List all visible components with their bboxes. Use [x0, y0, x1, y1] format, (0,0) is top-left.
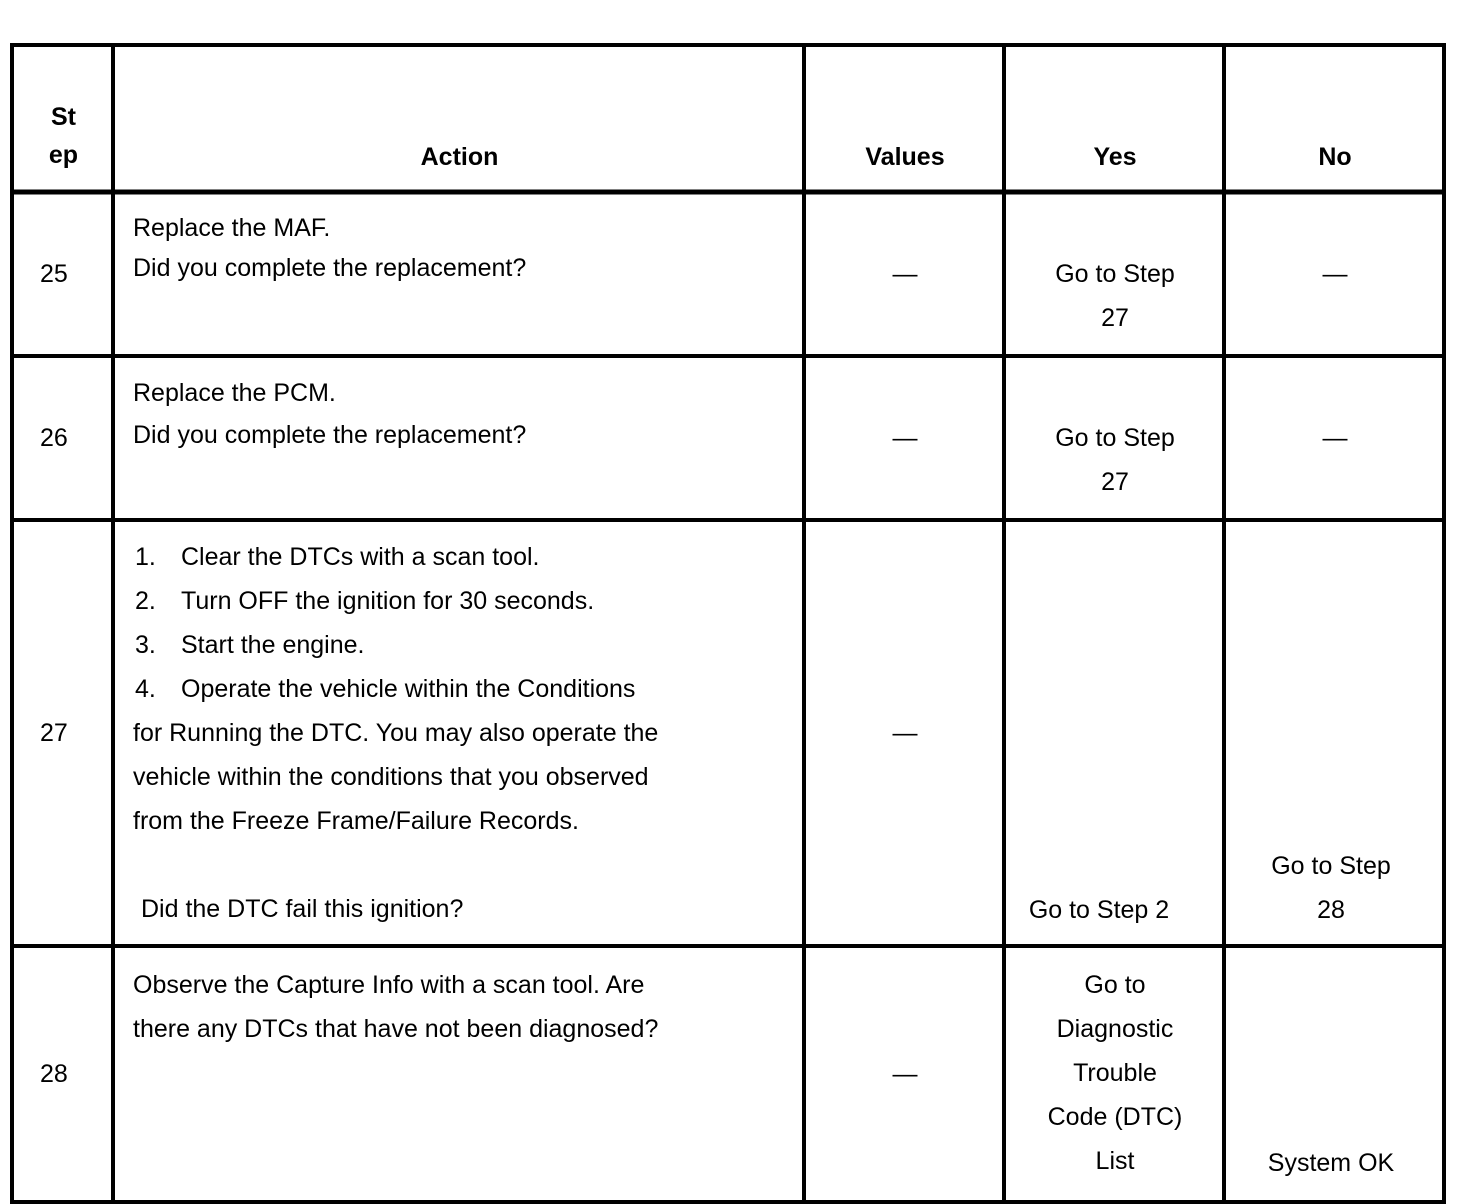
yes-line: Trouble — [1073, 1059, 1157, 1087]
yes-line: 27 — [1101, 304, 1129, 332]
header-no: No — [1318, 143, 1352, 171]
action-list-item: 4. Operate the vehicle within the Conditions — [135, 675, 636, 703]
row-28-action — [115, 963, 804, 1051]
action-spacer — [133, 843, 794, 887]
action-line: Replace the PCM. — [133, 379, 336, 407]
row-27-no — [1226, 844, 1436, 932]
yes-line: Diagnostic — [1056, 1015, 1174, 1043]
action-line: for Running the DTC. You may also operate the — [133, 719, 659, 747]
row-26-step: 26 — [40, 424, 68, 452]
action-line: there any DTCs that have not been diagnosed? — [133, 1015, 659, 1043]
row-28-yes — [1006, 963, 1224, 1183]
header-yes: Yes — [1093, 143, 1137, 171]
header-action: Action — [420, 143, 499, 171]
yes-line: 27 — [1101, 468, 1129, 496]
action-line: Replace the MAF. — [133, 214, 331, 242]
action-list-item: 3. Start the engine. — [135, 631, 365, 659]
row-28-step: 28 — [40, 1060, 68, 1088]
action-question: Did the DTC fail this ignition? — [141, 895, 464, 923]
row-25-no: — — [1322, 260, 1348, 288]
row-25-yes — [1006, 252, 1224, 340]
header-step-line1: St — [51, 103, 76, 131]
row-28-values: — — [892, 1060, 918, 1088]
header-values: Values — [865, 143, 945, 171]
row-25-step: 25 — [40, 260, 68, 288]
yes-line: Code (DTC) — [1047, 1103, 1183, 1131]
row-25-values: — — [892, 260, 918, 288]
header-step — [14, 98, 113, 174]
row-28-no: System OK — [1267, 1149, 1395, 1177]
action-line: vehicle within the conditions that you observed — [133, 763, 649, 791]
row-26-values: — — [892, 424, 918, 452]
yes-line: List — [1095, 1147, 1135, 1175]
no-line: Go to Step — [1271, 852, 1391, 880]
row-26-yes — [1006, 416, 1224, 504]
row-27-action — [115, 535, 804, 931]
row-26-action — [115, 372, 804, 456]
header-step-line2: ep — [48, 141, 79, 169]
yes-line: Go to Step — [1055, 424, 1175, 452]
yes-line: Go to Step — [1055, 260, 1175, 288]
row-27-yes — [1006, 888, 1192, 932]
yes-line: Go to Step 2 — [1028, 896, 1170, 924]
row-26-no: — — [1322, 424, 1348, 452]
no-line: 28 — [1317, 896, 1345, 924]
yes-line: Go to — [1084, 971, 1146, 999]
row-27-values: — — [892, 719, 918, 747]
action-list-item: 1. Clear the DTCs with a scan tool. — [135, 543, 540, 571]
action-line: Observe the Capture Info with a scan tool. Are — [133, 971, 645, 999]
row-27-step: 27 — [40, 719, 68, 747]
action-line: from the Freeze Frame/Failure Records. — [133, 807, 579, 835]
action-line: Did you complete the replacement? — [133, 421, 527, 449]
action-list-item: 2. Turn OFF the ignition for 30 seconds. — [135, 587, 595, 615]
row-25-action — [115, 208, 804, 288]
action-line: Did you complete the replacement? — [133, 254, 527, 282]
